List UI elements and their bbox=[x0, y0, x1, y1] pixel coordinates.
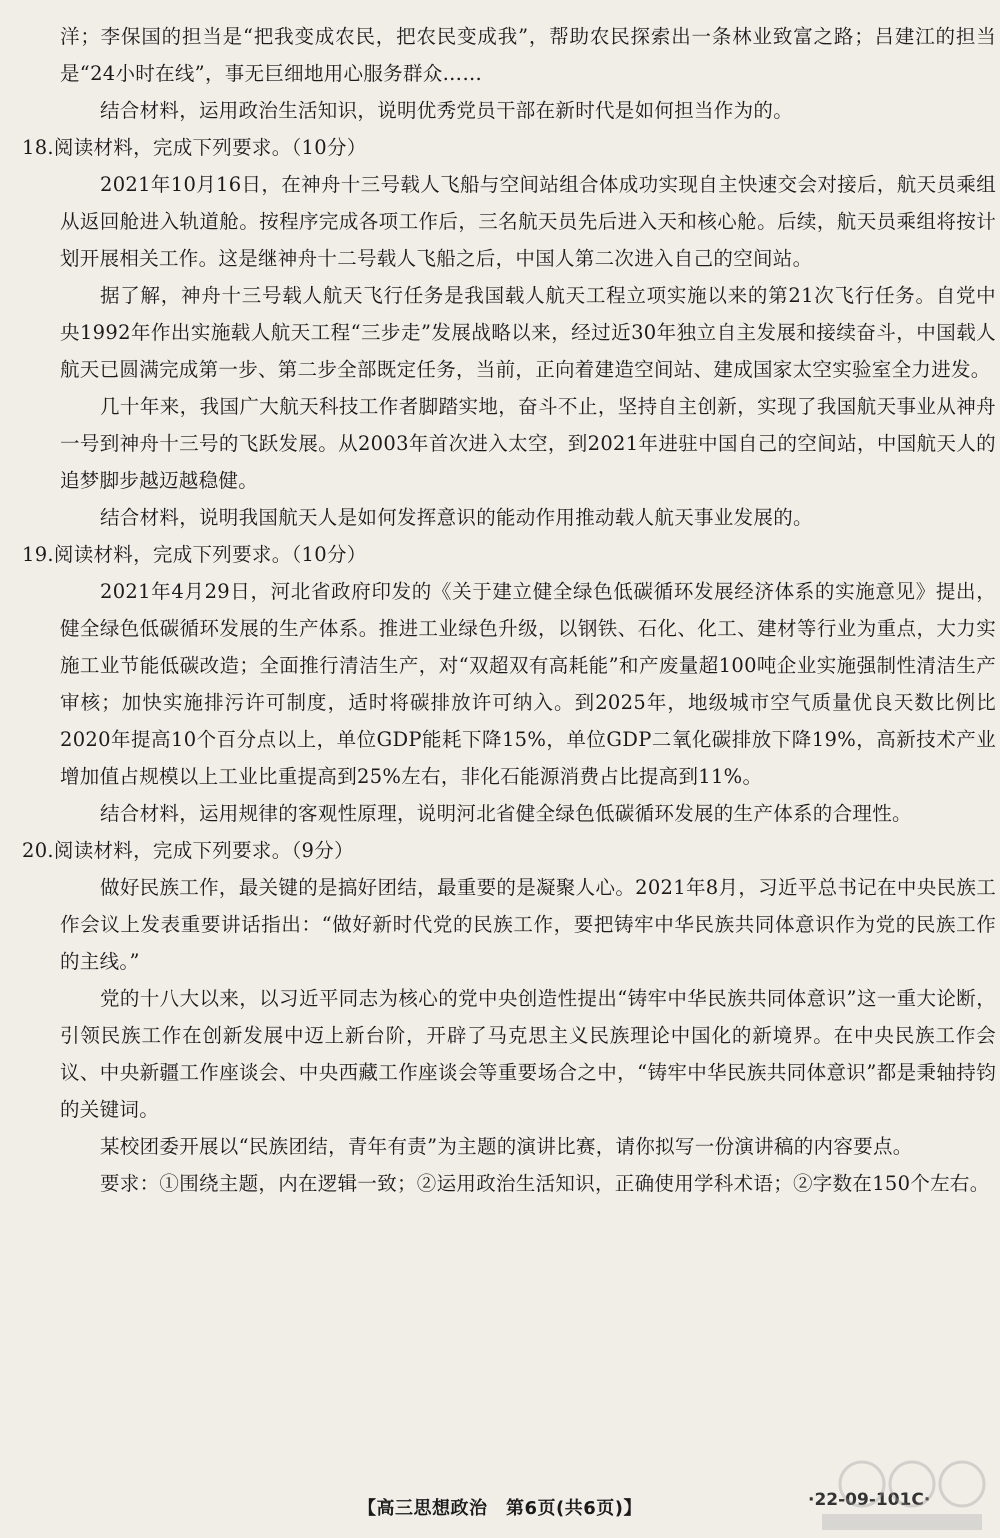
page-content bbox=[22, 18, 996, 1202]
q20-paragraph-1: 做好民族工作，最关键的是搞好团结，最重要的是凝聚人心。2021年8月，习近平总书记在中央民族工作会议上发表重要讲话指出：“做好新时代党的民族工作，要把铸牢中华民族共同体意识作为党的民族工作的主线。” bbox=[60, 876, 996, 973]
q18-paragraph-1: 2021年10月16日，在神舟十三号载人飞船与空间站组合体成功实现自主快速交会对接后，航天员乘组从返回舱进入轨道舱。按程序完成各项工作后，三名航天员先后进入天和核心舱。后续，航天员乘组将按计划开展相关工作。这是继神舟十二号载人飞船之后，中国人第二次进入自己的空间站。 bbox=[60, 173, 996, 270]
page-footer: 【高三思想政治 第6页(共6页)】 bbox=[357, 1498, 642, 1519]
q18-prompt: 结合材料，说明我国航天人是如何发挥意识的能动作用推动载人航天事业发展的。 bbox=[100, 506, 813, 529]
q17-prompt: 结合材料，运用政治生活知识，说明优秀党员干部在新时代是如何担当作为的。 bbox=[100, 99, 794, 122]
q20-heading: 20.阅读材料，完成下列要求。（9分） bbox=[22, 839, 354, 862]
q18-paragraph-2: 据了解，神舟十三号载人航天飞行任务是我国载人航天工程立项实施以来的第21次飞行任务。自党中央1992年作出实施载人航天工程“三步走”发展战略以来，经过近30年独立自主发展和接续奋斗，中国载人航天已圆满完成第一步、第二步全部既定任务，当前，正向着建造空间站、建成国家太空实验室全力进发。 bbox=[60, 284, 996, 381]
q18-paragraph-3: 几十年来，我国广大航天科技工作者脚踏实地，奋斗不止，坚持自主创新，实现了我国航天事业从神舟一号到神舟十三号的飞跃发展。从2003年首次进入太空，到2021年进驻中国自己的空间站，中国航天人的追梦脚步越迈越稳健。 bbox=[60, 395, 996, 492]
watermark-logo-icon bbox=[802, 1454, 992, 1534]
q18-heading: 18.阅读材料，完成下列要求。（10分） bbox=[22, 136, 367, 159]
q19-paragraph-1: 2021年4月29日，河北省政府印发的《关于建立健全绿色低碳循环发展经济体系的实施意见》提出，健全绿色低碳循环发展的生产体系。推进工业绿色升级，以钢铁、石化、化工、建材等行业为重点，大力实施工业节能低碳改造；全面推行清洁生产，对“双超双有高耗能”和产废量超100吨企业实施强制性清洁生产审核；加快实施排污许可制度，适时将碳排放许可纳入。到2025年，地级城市空气质量优良天数比例比2020年提高10个百分点以上，单位GDP能耗下降15%，单位GDP二氧化碳排放下降19%，高新技术产业增加值占规模以上工业比重提高到25%左右，非化石能源消费占比提高到11%。 bbox=[60, 580, 996, 788]
q19-heading: 19.阅读材料，完成下列要求。（10分） bbox=[22, 543, 367, 566]
q19-prompt: 结合材料，运用规律的客观性原理，说明河北省健全绿色低碳循环发展的生产体系的合理性。 bbox=[100, 802, 912, 825]
q20-paragraph-3: 某校团委开展以“民族团结，青年有责”为主题的演讲比赛，请你拟写一份演讲稿的内容要点。 bbox=[100, 1135, 913, 1158]
q20-paragraph-2: 党的十八大以来，以习近平同志为核心的党中央创造性提出“铸牢中华民族共同体意识”这一重大论断，引领民族工作在创新发展中迈上新台阶，开辟了马克思主义民族理论中国化的新境界。在中央民族工作会议、中央新疆工作座谈会、中央西藏工作座谈会等重要场合之中，“铸牢中华民族共同体意识”都是秉轴持钧的关键词。 bbox=[60, 987, 996, 1121]
q17-material-continued: 洋；李保国的担当是“把我变成农民，把农民变成我”，帮助农民探索出一条林业致富之路；吕建江的担当是“24小时在线”，事无巨细地用心服务群众…… bbox=[60, 25, 996, 85]
q20-requirements: 要求：①围绕主题，内在逻辑一致；②运用政治生活知识，正确使用学科术语；②字数在150个左右。 bbox=[100, 1172, 990, 1195]
exam-code: ·22-09-101C· bbox=[808, 1490, 931, 1510]
